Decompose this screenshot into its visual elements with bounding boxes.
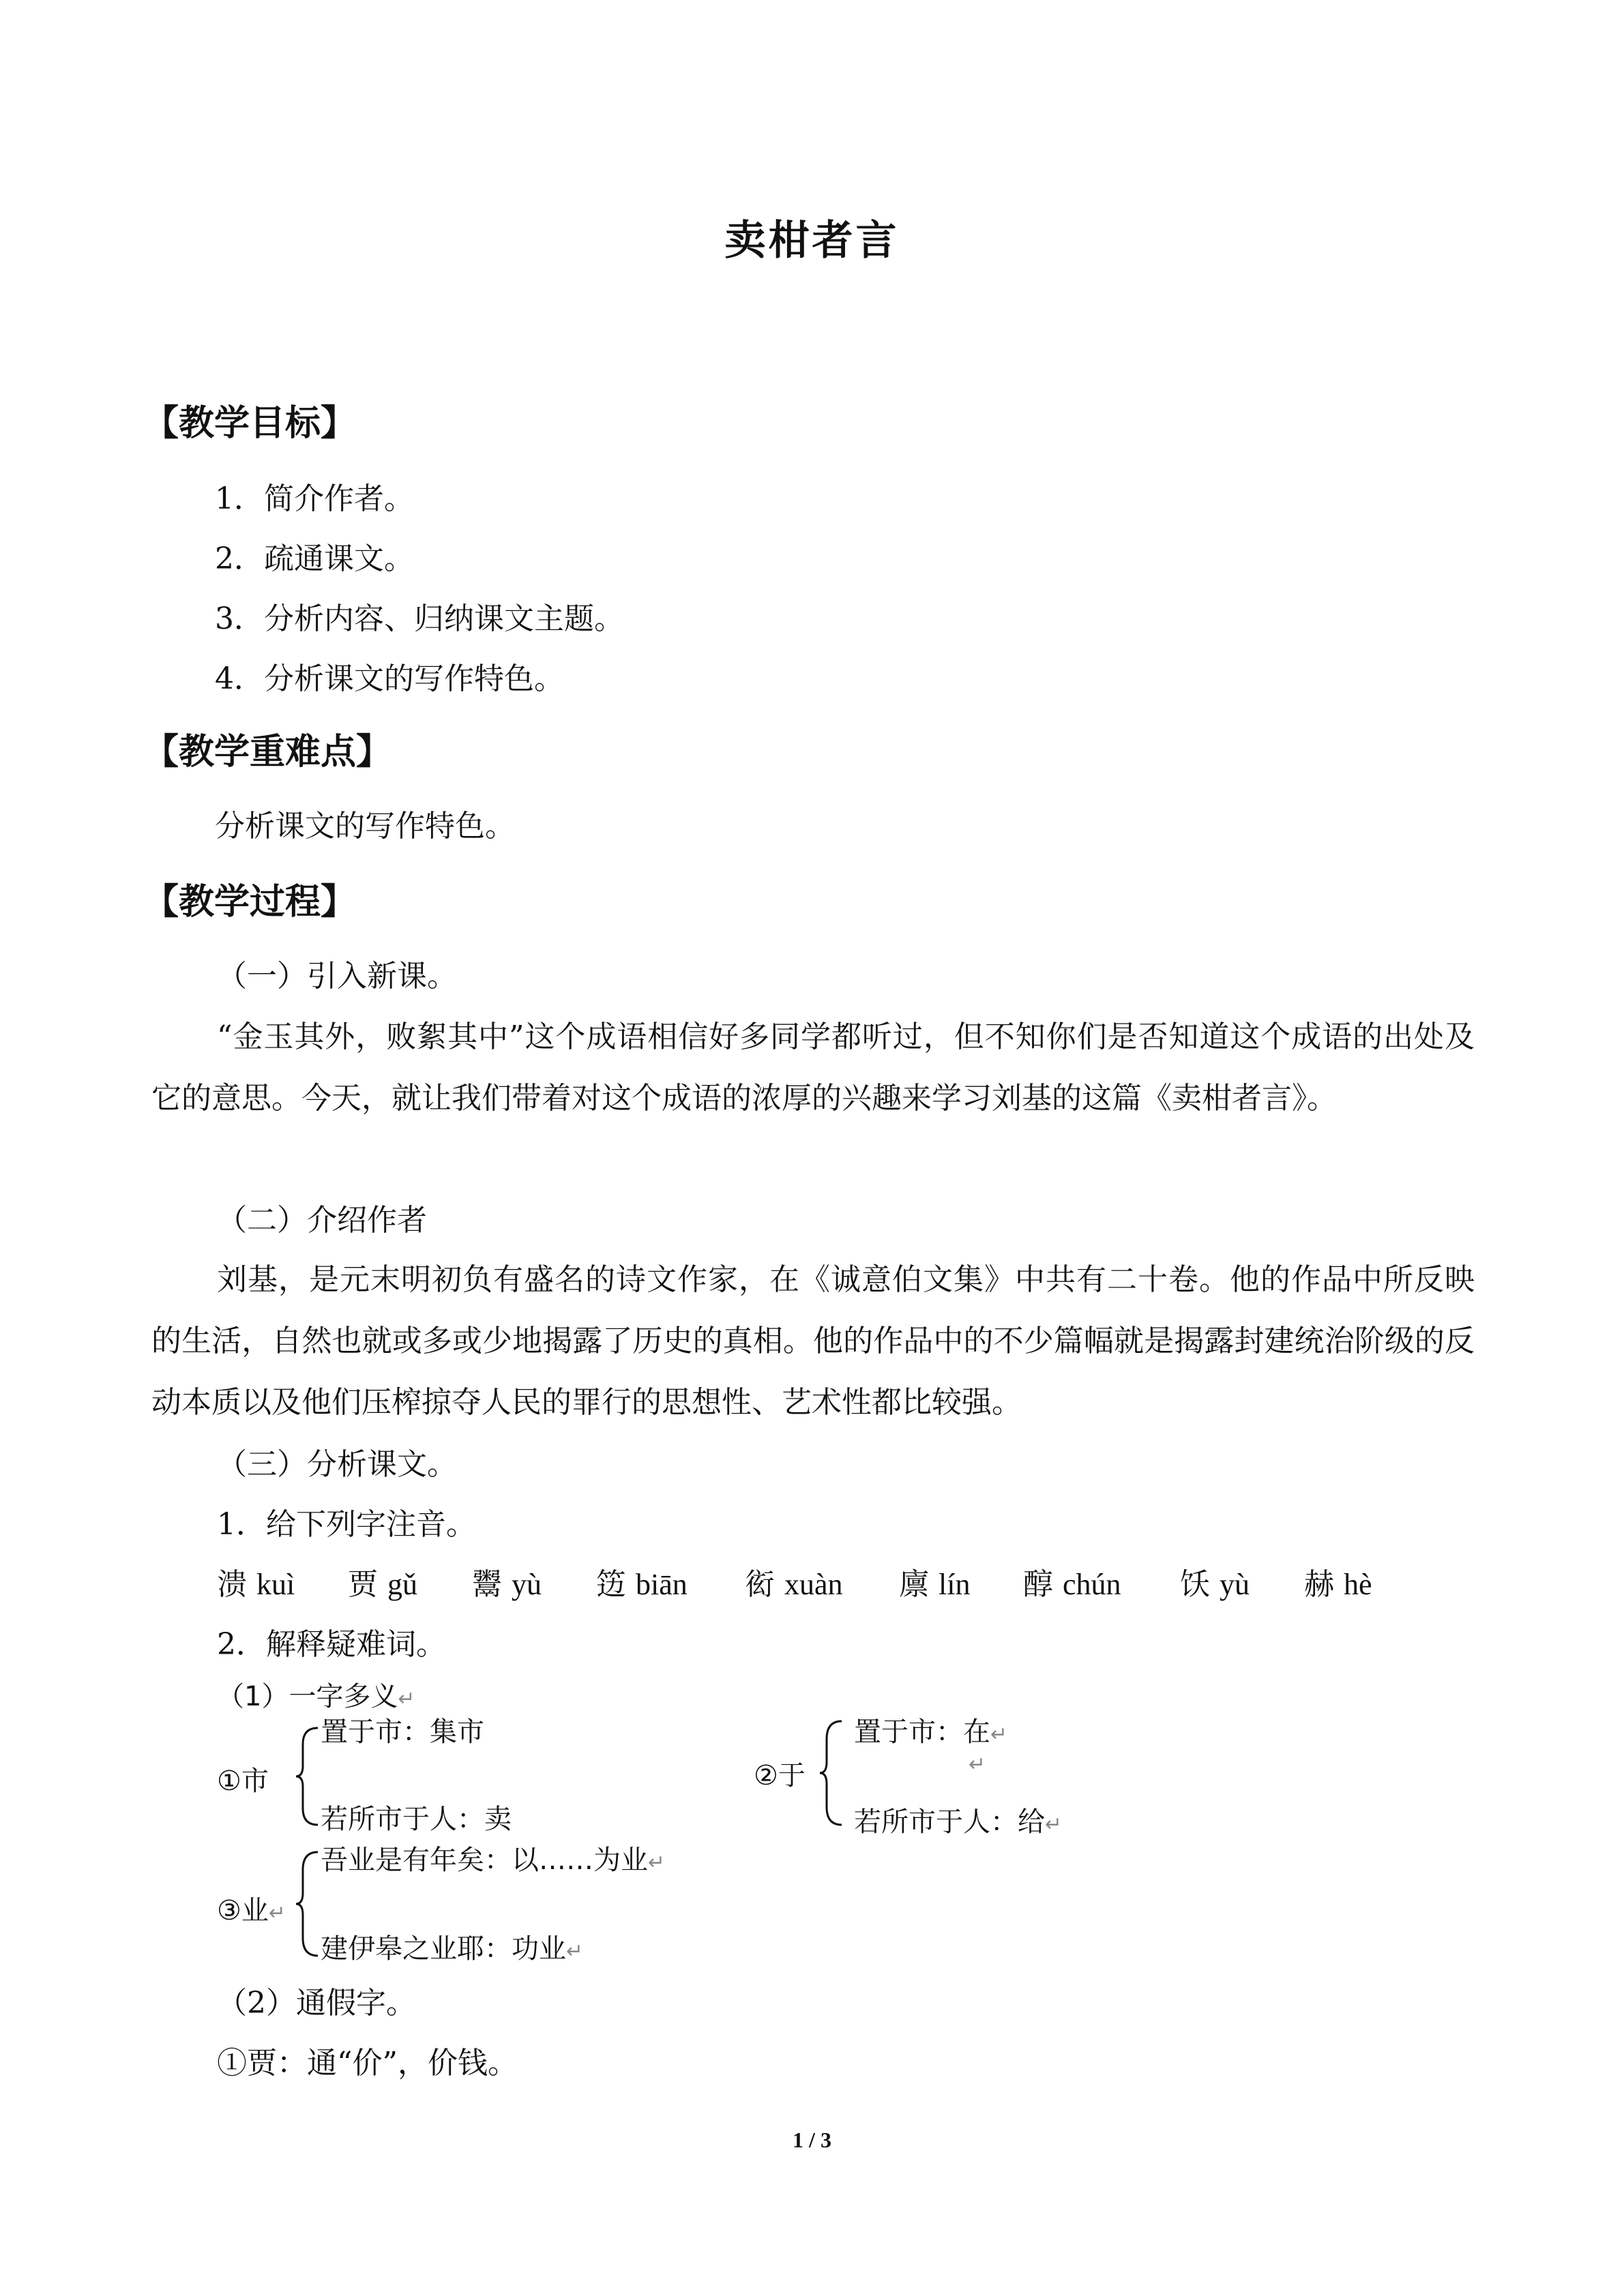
- polysemy-top: 置于市：在↵: [854, 1716, 1008, 1748]
- key-text: 分析课文的写作特色。: [215, 809, 515, 844]
- goal-item: 2．疏通课文。: [215, 541, 414, 576]
- polysemy-title: （1）一字多义↵: [217, 1681, 415, 1712]
- pinyin-item: 饫 yù: [1180, 1567, 1250, 1602]
- pinyin-item: 衒 xuàn: [745, 1567, 843, 1602]
- polysemy-bottom: 若所市于人：给↵: [854, 1806, 1063, 1838]
- pinyin-item: 笾 biān: [596, 1567, 688, 1602]
- pinyin-item: 赫 hè: [1304, 1567, 1372, 1602]
- page-number: 1 / 3: [793, 2128, 831, 2152]
- sub-heading: 1．给下列字注音。: [217, 1507, 476, 1542]
- pinyin-item: 鬻 yù: [472, 1567, 542, 1602]
- return-mark-icon: ↵: [969, 1753, 986, 1776]
- section-heading-goals: 【教学目标】: [143, 403, 357, 444]
- brace-icon: [295, 1725, 322, 1828]
- polysemy-bottom: 建伊皋之业耶：功业↵: [321, 1933, 584, 1965]
- goal-item: 3．分析内容、归纳课文主题。: [215, 601, 624, 636]
- tongjia-item: ①贾：通“价”，价钱。: [217, 2046, 518, 2081]
- pinyin-item: 溃 kuì: [217, 1567, 295, 1602]
- section-heading-process: 【教学过程】: [143, 882, 357, 923]
- polysemy-label: ②于: [754, 1760, 806, 1791]
- polysemy-top: 置于市：集市: [321, 1716, 484, 1748]
- step-heading: （二）介绍作者: [217, 1203, 427, 1238]
- pinyin-item: 贾 gǔ: [348, 1567, 417, 1602]
- polysemy-bottom: 若所市于人：卖: [321, 1804, 512, 1835]
- goal-item: 4．分析课文的写作特色。: [215, 661, 564, 696]
- document-title: 卖柑者言: [724, 217, 900, 265]
- polysemy-label: ①市: [217, 1765, 269, 1797]
- brace-icon: [818, 1718, 846, 1828]
- goal-item: 1．简介作者。: [215, 481, 414, 516]
- brace-icon: [295, 1849, 322, 1958]
- step-heading: （三）分析课文。: [217, 1447, 457, 1482]
- tongjia-title: （2）通假字。: [217, 1986, 416, 2021]
- section-heading-key: 【教学重难点】: [143, 732, 392, 773]
- intro-paragraph: “金玉其外，败絮其中”这个成语相信好多同学都听过，但不知你们是否知道这个成语的出处及它的意思。今天，就让我们带着对这个成语的浓厚的兴趣来学习刘基的这篇《卖柑者言》。: [151, 1019, 1475, 1116]
- sub-heading: 2．解释疑难词。: [217, 1627, 446, 1662]
- pinyin-item: 醇 chún: [1023, 1567, 1121, 1602]
- pinyin-item: 廪 lín: [899, 1567, 971, 1602]
- author-paragraph: 刘基，是元末明初负有盛名的诗文作家，在《诚意伯文集》中共有二十卷。他的作品中所反映的生活，自然也就或多或少地揭露了历史的真相。他的作品中的不少篇幅就是揭露封建统治阶级的反动本质以及他们压榨掠夺人民的罪行的思想性、艺术性都比较强。: [151, 1262, 1475, 1420]
- polysemy-top: 吾业是有年矣：以……为业↵: [321, 1845, 666, 1876]
- polysemy-label: ③业↵: [217, 1895, 286, 1926]
- step-heading: （一）引入新课。: [217, 959, 457, 994]
